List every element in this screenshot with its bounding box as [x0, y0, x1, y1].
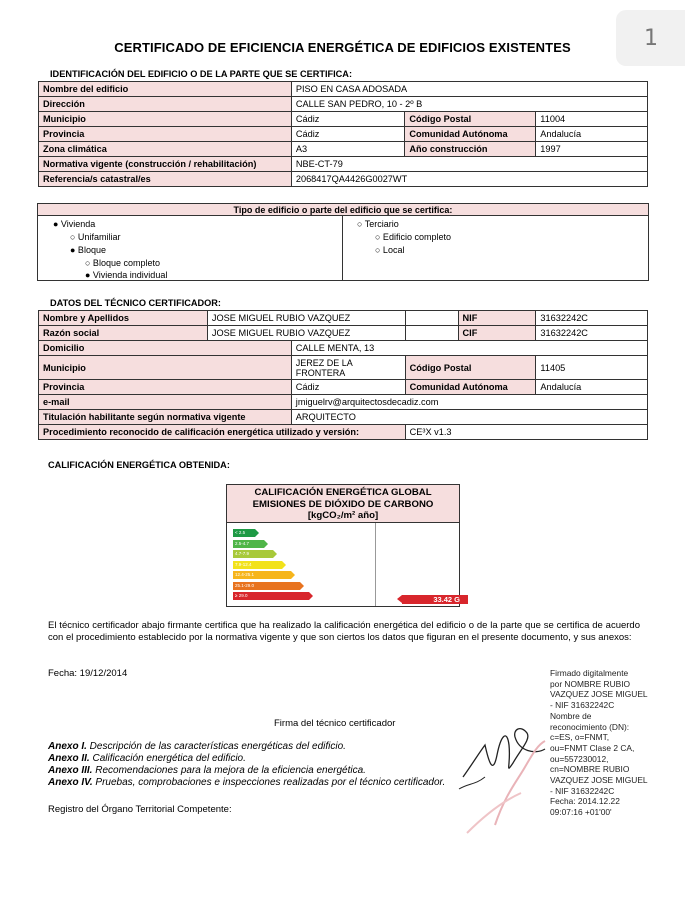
comunidad: Andalucía [536, 127, 648, 142]
rating-value: 33.42 G [402, 595, 468, 604]
rating-range-b: 2.5-4.7 [235, 540, 250, 546]
option-unifamiliar: ○ Unifamiliar [70, 232, 121, 242]
rating-bar-f [233, 581, 307, 590]
comunidad-label: Comunidad Autónoma [405, 127, 536, 142]
tecnico-provincia: Cádiz [291, 380, 405, 395]
provincia-label: Provincia [39, 127, 292, 142]
domicilio: CALLE MENTA, 13 [291, 341, 647, 356]
normativa-label: Normativa vigente (construcción / rehabilitación) [39, 157, 292, 172]
rating-chart-header [227, 485, 459, 523]
municipio: Cádiz [291, 112, 405, 127]
email: jmiguelrv@arquitectosdecadiz.com [291, 395, 647, 410]
digital-signature-line: ou=557230012, [550, 753, 609, 764]
tecnico-cp: 11405 [536, 356, 648, 380]
catastral: 2068417QA4426G0027WT [291, 172, 647, 187]
rating-letter-g: G [310, 592, 316, 599]
option-vivienda-individual: ● Vivienda individual [85, 270, 168, 280]
rating-bar-d [233, 560, 289, 569]
rating-range-d: 7.9-12.4 [235, 561, 252, 567]
cif-label: CIF [458, 326, 536, 341]
tecnico-nombre-label: Nombre y Apellidos [39, 311, 208, 326]
direccion: CALLE SAN PEDRO, 10 - 2º B [291, 97, 647, 112]
digital-signature-line: cn=NOMBRE RUBIO [550, 764, 630, 775]
anexo-text: Pruebas, comprobaciones e inspecciones realizadas por el técnico certificador. [92, 777, 446, 788]
municipio-label: Municipio [39, 112, 292, 127]
rating-range-c: 4.7-7.9 [235, 551, 250, 556]
normativa: NBE-CT-79 [291, 157, 647, 172]
rating-chart-line3: [kgCO₂/m² año] [307, 510, 379, 521]
tecnico-provincia-label: Provincia [39, 380, 292, 395]
anio-label: Año construcción [405, 142, 536, 157]
rating-bar-b [233, 539, 271, 548]
rating-chart-line2: EMISIONES DE DIÓXIDO DE CARBONO [252, 498, 434, 510]
registro: Registro del Órgano Territorial Competente: [48, 804, 232, 815]
rating-chart [226, 484, 460, 607]
option-edificio-completo: ○ Edificio completo [375, 232, 451, 242]
tecnico-municipio-line1: JEREZ DE LA [295, 357, 353, 368]
declaracion-text: El técnico certificador abajo firmante certifica que ha realizado la calificación energética del edificio o de la parte que se certifica de acuerdo con el procedimiento establecido por la normativa vigente y que son ciertos los datos que figuran en el presente documento, y sus anexos: [48, 620, 640, 643]
digital-signature-line: Firmado digitalmente [550, 668, 629, 678]
identificacion-heading: IDENTIFICACIÓN DEL EDIFICIO O DE LA PARTE QUE SE CERTIFICA: [50, 69, 353, 79]
page-number: 1 [616, 10, 685, 66]
provincia: Cádiz [291, 127, 405, 142]
anexo-num: Anexo II. [48, 753, 90, 764]
rating-letter-a: A [257, 529, 262, 536]
anexo-text: Calificación energética del edificio. [89, 753, 246, 764]
zona: A3 [291, 142, 405, 157]
calificacion-heading: CALIFICACIÓN ENERGÉTICA OBTENIDA: [48, 460, 230, 470]
rating-bar-g [233, 592, 316, 600]
titulacion: ARQUITECTO [291, 410, 647, 425]
rating-letter-f: F [303, 581, 307, 589]
rating-bar-a [233, 529, 262, 537]
anexo-num: Anexo I. [48, 741, 87, 752]
razon-label: Razón social [39, 326, 208, 341]
anexo-num: Anexo III. [48, 765, 93, 776]
document-title: CERTIFICADO DE EFICIENCIA ENERGÉTICA DE EDIFICIOS EXISTENTES [114, 40, 571, 55]
digital-signature-line: VAZQUEZ JOSE MIGUEL [550, 689, 648, 700]
email-label: e-mail [39, 395, 292, 410]
digital-signature-line: 09:07:16 +01'00' [550, 807, 612, 818]
nombre-edificio: PISO EN CASA ADOSADA [291, 82, 647, 97]
option-bloque-completo: ○ Bloque completo [85, 258, 160, 268]
nombre-edificio-label: Nombre del edificio [39, 82, 292, 97]
tecnico-municipio-label: Municipio [39, 356, 292, 380]
tipo-edificio-box [37, 203, 649, 281]
rating-range-e: 12.4-25.1 [235, 572, 255, 577]
digital-signature-line: reconocimiento (DN): [550, 721, 630, 732]
rating-letter-b: B [266, 539, 271, 547]
digital-signature-line: - NIF 31632242C [550, 785, 615, 796]
rating-letter-c: C [275, 550, 280, 557]
digital-signature-line: VAZQUEZ JOSE MIGUEL [550, 775, 648, 786]
anexo-text: Descripción de las características energéticas del edificio. [86, 741, 346, 752]
anio: 1997 [536, 142, 648, 157]
tipo-heading: Tipo de edificio o parte del edificio que se certifica: [38, 204, 648, 216]
firma-label: Firma del técnico certificador [274, 718, 396, 729]
anexo-text: Recomendaciones para la mejora de la eficiencia energética. [92, 765, 366, 776]
catastral-label: Referencia/s catastral/es [39, 172, 292, 187]
cif: 31632242C [536, 326, 648, 341]
digital-signature-line: Fecha: 2014.12.22 [550, 796, 620, 807]
tecnico-heading: DATOS DEL TÉCNICO CERTIFICADOR: [50, 298, 221, 308]
razon: JOSE MIGUEL RUBIO VAZQUEZ [207, 326, 405, 341]
option-vivienda: ● Vivienda [53, 219, 96, 229]
zona-label: Zona climática [39, 142, 292, 157]
rating-range-f: 25.1-29.0 [235, 582, 255, 588]
tecnico-ca: Andalucía [536, 380, 648, 395]
tecnico-cp-label: Código Postal [405, 356, 536, 380]
rating-letter-e: E [293, 571, 298, 578]
rating-chart-line1: CALIFICACIÓN ENERGÉTICA GLOBAL [254, 487, 432, 498]
fecha: Fecha: 19/12/2014 [48, 668, 128, 679]
rating-letter-d: D [284, 560, 289, 568]
codigo-postal: 11004 [536, 112, 648, 127]
tecnico-municipio [291, 356, 405, 380]
tecnico-table [38, 310, 648, 440]
digital-signature-block [550, 668, 670, 818]
option-bloque: ● Bloque [70, 245, 106, 255]
rating-range-g: ≥ 29.0 [235, 593, 248, 598]
anexo-3 [48, 765, 366, 776]
anexo-4 [48, 777, 445, 788]
direccion-label: Dirección [39, 97, 292, 112]
digital-signature-line: c=ES, o=FNMT, [550, 732, 610, 743]
domicilio-label: Domicilio [39, 341, 292, 356]
rating-bar-e [233, 571, 298, 579]
option-local: ○ Local [375, 245, 405, 255]
nif: 31632242C [536, 311, 648, 326]
digital-signature-line: ou=FNMT Clase 2 CA, [550, 742, 635, 753]
procedimiento-label: Procedimiento reconocido de calificación energética utilizado y versión: [39, 425, 406, 440]
procedimiento: CE³X v1.3 [405, 425, 647, 440]
digital-signature-line: por NOMBRE RUBIO [550, 678, 631, 689]
anexo-2 [48, 753, 246, 764]
codigo-postal-label: Código Postal [405, 112, 536, 127]
identificacion-table [38, 81, 648, 187]
tecnico-municipio-line2: FRONTERA [295, 367, 346, 378]
rating-range-a: < 2.5 [235, 530, 246, 535]
digital-signature-line: - NIF 31632242C [550, 700, 615, 711]
nif-label: NIF [458, 311, 536, 326]
tecnico-ca-label: Comunidad Autónoma [405, 380, 536, 395]
rating-bar-c [233, 550, 280, 558]
signature-image [455, 705, 555, 840]
anexo-num: Anexo IV. [48, 777, 93, 788]
anexo-1 [48, 741, 346, 752]
option-terciario: ○ Terciario [357, 219, 399, 229]
tecnico-nombre: JOSE MIGUEL RUBIO VAZQUEZ [207, 311, 405, 326]
digital-signature-line: Nombre de [550, 710, 592, 721]
titulacion-label: Titulación habilitante según normativa vigente [39, 410, 292, 425]
